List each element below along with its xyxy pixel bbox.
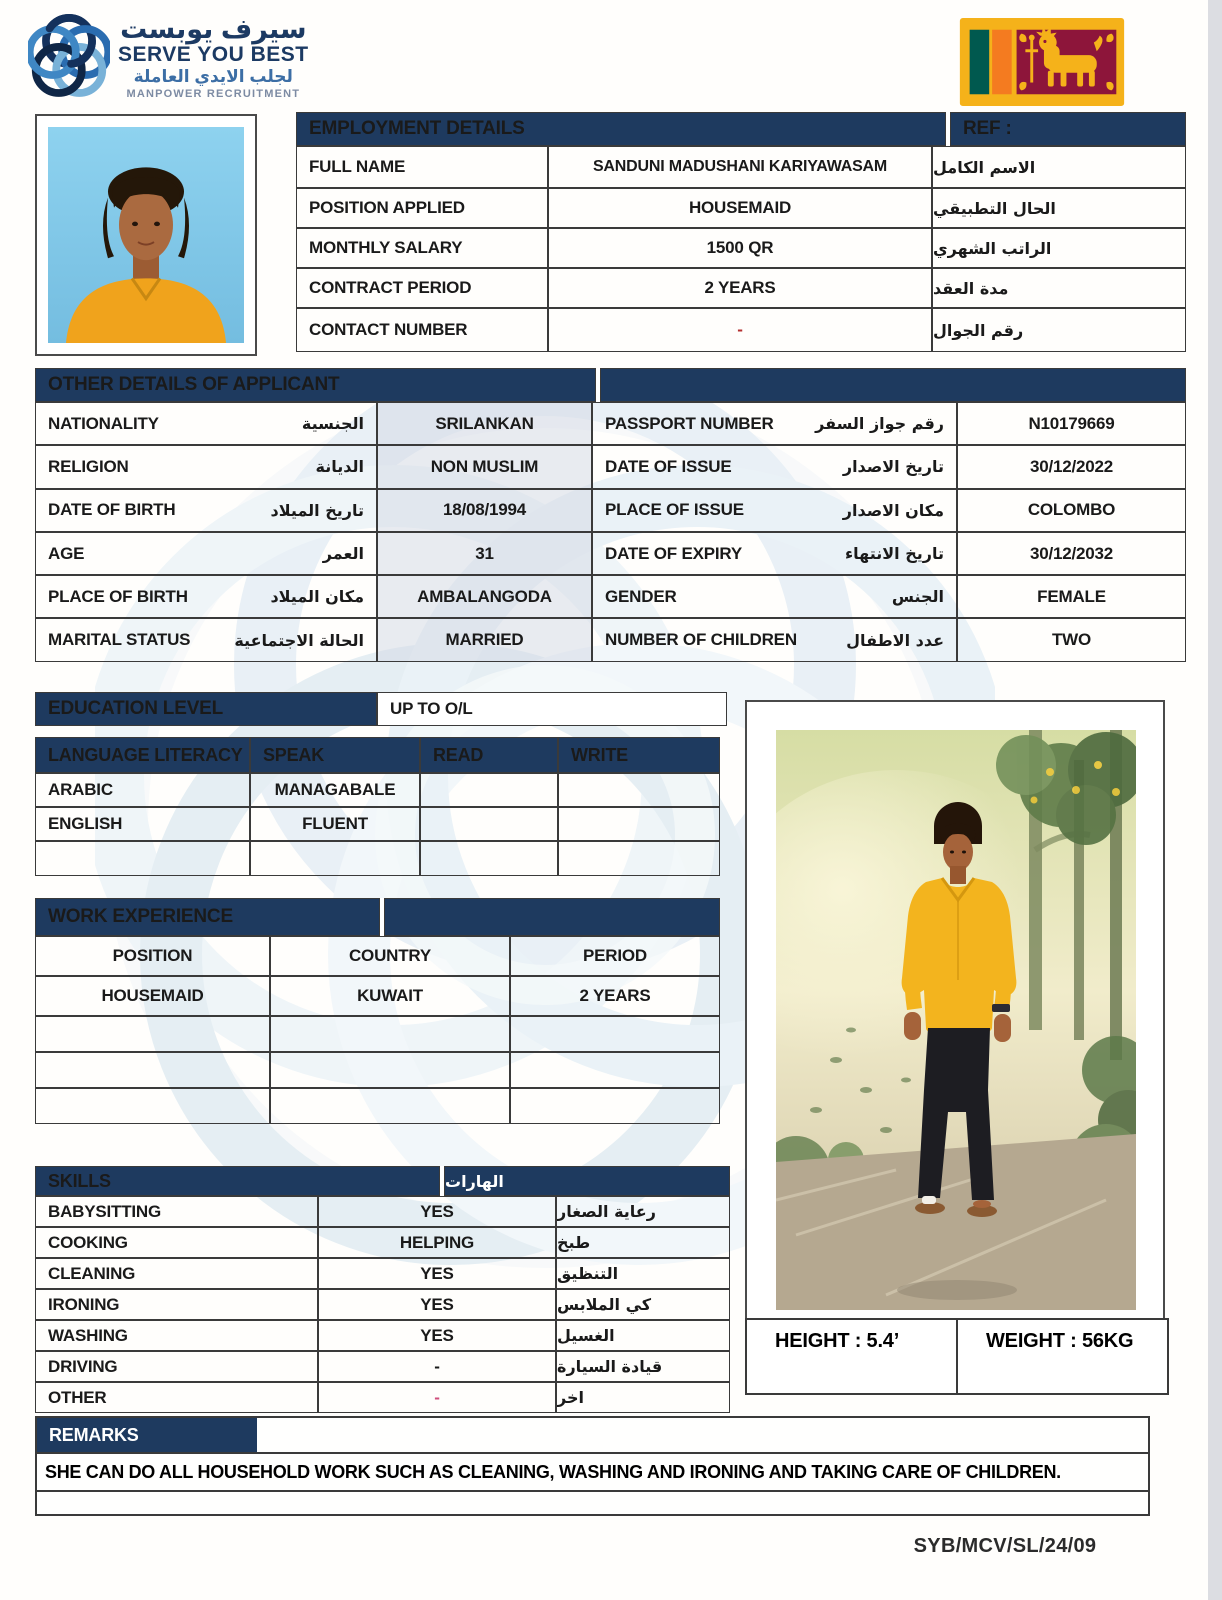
work-period — [510, 1052, 720, 1088]
language-header: READ — [420, 737, 558, 773]
language-header: LANGUAGE LITERACY — [35, 737, 250, 773]
remarks-empty-row — [37, 1490, 1148, 1514]
skill-label: IRONING — [35, 1289, 318, 1320]
skills-title: SKILLS — [35, 1166, 440, 1196]
field-value: HOUSEMAID — [548, 188, 932, 228]
skill-label: OTHER — [35, 1382, 318, 1413]
skill-label-arabic: الغسيل — [556, 1320, 730, 1351]
language-read — [420, 807, 558, 841]
language-write — [558, 807, 720, 841]
field-label: POSITION APPLIED — [296, 188, 548, 228]
skills-title-arabic: الهارات — [444, 1166, 730, 1196]
language-literacy-table — [35, 737, 720, 876]
skill-value: - — [318, 1382, 556, 1413]
field-label: DATE OF EXPIRY تاريخ الانتهاء — [592, 532, 957, 575]
education-value: UP TO O/L — [377, 692, 727, 726]
skill-value: HELPING — [318, 1227, 556, 1258]
physical-stats-row — [745, 1318, 1169, 1395]
field-value: 1500 QR — [548, 228, 932, 268]
language-name: ENGLISH — [35, 807, 250, 841]
field-label: CONTRACT PERIOD — [296, 268, 548, 308]
field-value: 30/12/2032 — [957, 532, 1186, 575]
field-label: PLACE OF BIRTH مكان الميلاد — [35, 575, 377, 618]
employment-title: EMPLOYMENT DETAILS — [296, 112, 946, 146]
skill-value: YES — [318, 1196, 556, 1227]
brand-tagline-english: MANPOWER RECRUITMENT — [126, 87, 301, 100]
skill-label: BABYSITTING — [35, 1196, 318, 1227]
field-label: NATIONALITY الجنسية — [35, 402, 377, 445]
language-write — [558, 773, 720, 807]
language-name — [35, 841, 250, 876]
work-position — [35, 1052, 270, 1088]
field-value: 30/12/2022 — [957, 445, 1186, 488]
skill-label-arabic: طبخ — [556, 1227, 730, 1258]
work-period — [510, 1016, 720, 1052]
applicant-passport-photo — [35, 114, 257, 356]
skill-value: YES — [318, 1289, 556, 1320]
work-header: POSITION — [35, 936, 270, 976]
language-read — [420, 773, 558, 807]
work-country — [270, 1088, 510, 1124]
brand-header — [28, 12, 309, 104]
field-value: AMBALANGODA — [377, 575, 592, 618]
work-experience-title: WORK EXPERIENCE — [35, 898, 380, 936]
height-value: HEIGHT : 5.4’ — [745, 1318, 958, 1395]
skill-label: WASHING — [35, 1320, 318, 1351]
other-details-title-spacer — [600, 368, 1186, 402]
field-value: MARRIED — [377, 618, 592, 661]
document-reference-code: SYB/MCV/SL/24/09 — [913, 1535, 1097, 1557]
field-value: N10179669 — [957, 402, 1186, 445]
field-label: MARITAL STATUS الحالة الاجتماعية — [35, 618, 377, 661]
skill-label-arabic: رعاية الصغار — [556, 1196, 730, 1227]
field-label: DATE OF ISSUE تاريخ الاصدار — [592, 445, 957, 488]
language-header: WRITE — [558, 737, 720, 773]
education-label: EDUCATION LEVEL — [35, 692, 377, 726]
language-read — [420, 841, 558, 876]
remarks-title: REMARKS — [37, 1418, 257, 1452]
brand-tagline-arabic: لجلب الايدي العاملة — [133, 67, 293, 87]
field-label: DATE OF BIRTH تاريخ الميلاد — [35, 489, 377, 532]
field-value: 31 — [377, 532, 592, 575]
field-value: NON MUSLIM — [377, 445, 592, 488]
field-label-arabic: مدة العقد — [932, 268, 1186, 308]
skill-value: YES — [318, 1320, 556, 1351]
skill-value: YES — [318, 1258, 556, 1289]
field-label-arabic: الحال التطبيقي — [932, 188, 1186, 228]
skill-label-arabic: التنظيق — [556, 1258, 730, 1289]
field-label: NUMBER OF CHILDREN عدد الاطفال — [592, 618, 957, 661]
applicant-full-photo — [776, 730, 1136, 1310]
field-label: PASSPORT NUMBER رقم جواز السفر — [592, 402, 957, 445]
work-country — [270, 1016, 510, 1052]
remarks-section — [35, 1416, 1150, 1516]
field-value: - — [548, 308, 932, 352]
field-label-arabic: الاسم الكامل — [932, 146, 1186, 188]
field-value: SANDUNI MADUSHANI KARIYAWASAM — [548, 146, 932, 188]
field-label: GENDER الجنس — [592, 575, 957, 618]
field-value: 2 YEARS — [548, 268, 932, 308]
field-label: FULL NAME — [296, 146, 548, 188]
work-period — [510, 1088, 720, 1124]
work-country: KUWAIT — [270, 976, 510, 1016]
work-period: 2 YEARS — [510, 976, 720, 1016]
field-value: 18/08/1994 — [377, 489, 592, 532]
remarks-text: SHE CAN DO ALL HOUSEHOLD WORK SUCH AS CLEANING, WASHING AND IRONING AND TAKING CARE OF CHILDREN. — [37, 1452, 1148, 1490]
scan-edge — [1208, 0, 1222, 1600]
work-position — [35, 1016, 270, 1052]
field-label: AGE العمر — [35, 532, 377, 575]
work-position — [35, 1088, 270, 1124]
language-speak — [250, 841, 420, 876]
education-level-row — [35, 692, 727, 726]
work-position: HOUSEMAID — [35, 976, 270, 1016]
skill-label-arabic: كي الملابس — [556, 1289, 730, 1320]
applicant-photo-frame — [745, 700, 1165, 1395]
field-value: COLOMBO — [957, 489, 1186, 532]
weight-value: WEIGHT : 56KG — [958, 1318, 1169, 1395]
skill-value: - — [318, 1351, 556, 1382]
employment-ref-label: REF : — [950, 112, 1186, 146]
work-experience-title-spacer — [384, 898, 720, 936]
language-speak: FLUENT — [250, 807, 420, 841]
skills-table — [35, 1166, 730, 1413]
work-experience-table — [35, 898, 720, 1124]
brand-name-english: SERVE YOU BEST — [118, 43, 309, 67]
other-details-title: OTHER DETAILS OF APPLICANT — [35, 368, 596, 402]
brand-logo-knot-icon — [28, 12, 110, 104]
work-header: COUNTRY — [270, 936, 510, 976]
language-name: ARABIC — [35, 773, 250, 807]
language-speak: MANAGABALE — [250, 773, 420, 807]
work-country — [270, 1052, 510, 1088]
work-header: PERIOD — [510, 936, 720, 976]
skill-label-arabic: اخر — [556, 1382, 730, 1413]
field-value: TWO — [957, 618, 1186, 661]
field-label: PLACE OF ISSUE مكان الاصدار — [592, 489, 957, 532]
field-label: CONTACT NUMBER — [296, 308, 548, 352]
skill-label: CLEANING — [35, 1258, 318, 1289]
other-details-table — [35, 368, 1186, 662]
field-value: FEMALE — [957, 575, 1186, 618]
language-header: SPEAK — [250, 737, 420, 773]
brand-name-arabic: سيرف يوبست — [120, 13, 307, 44]
field-label: MONTHLY SALARY — [296, 228, 548, 268]
skill-label-arabic: قيادة السيارة — [556, 1351, 730, 1382]
field-value: SRILANKAN — [377, 402, 592, 445]
language-write — [558, 841, 720, 876]
field-label-arabic: الراتب الشهري — [932, 228, 1186, 268]
skill-label: DRIVING — [35, 1351, 318, 1382]
employment-details-table — [296, 112, 1186, 352]
sri-lanka-flag-icon — [958, 18, 1126, 106]
field-label-arabic: رقم الجوال — [932, 308, 1186, 352]
field-label: RELIGION الديانة — [35, 445, 377, 488]
skill-label: COOKING — [35, 1227, 318, 1258]
